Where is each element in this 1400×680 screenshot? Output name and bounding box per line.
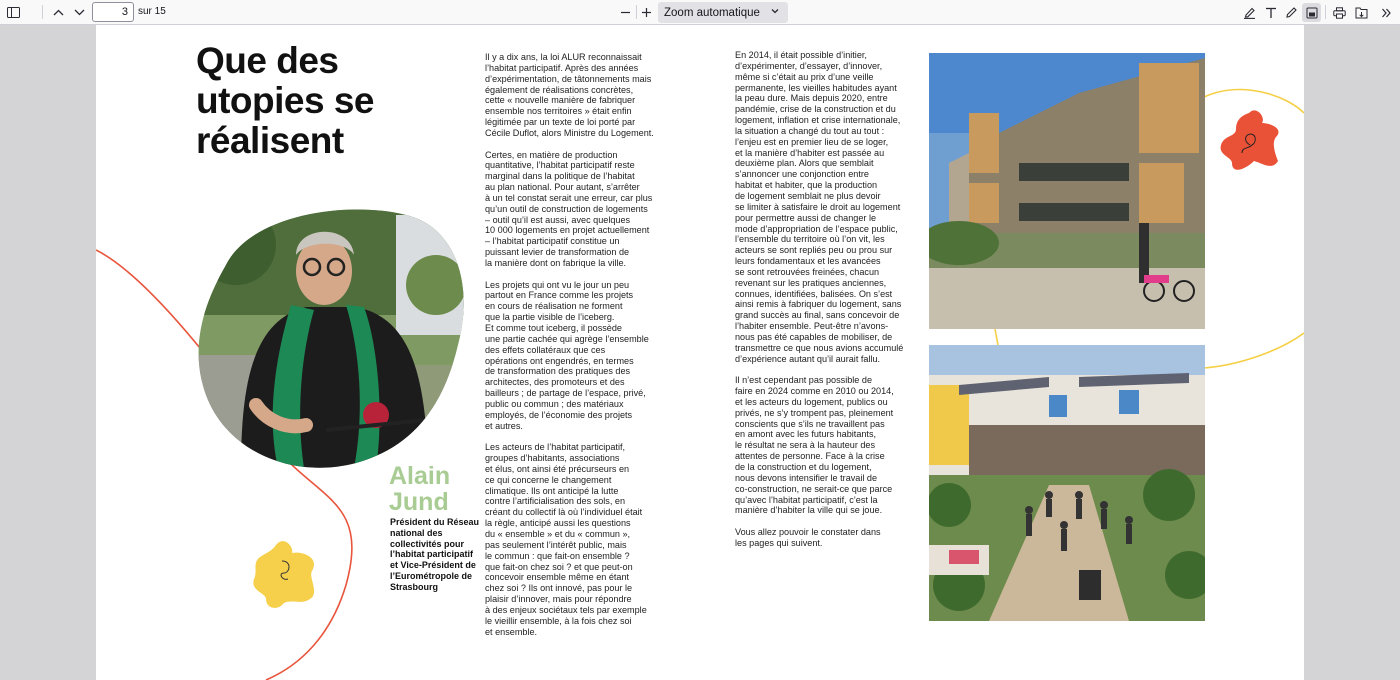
yellow-blob-icon (253, 541, 314, 608)
pdf-page (96, 25, 1304, 680)
chevron-down-icon (770, 6, 780, 19)
page-number-input[interactable] (92, 2, 134, 22)
paragraph: Il y a dix ans, la loi ALUR reconnaissait l’habitat participatif. Après des années d’expérimentation, de tâtonnements mais également de réalisations concrètes, cette « nouvelle manière de fabriquer ensemble nos territoires » était enfin légitimée par un texte de loi porté par Cécile Duflot, alors Ministre du Logement. (485, 52, 654, 138)
author-role: Président du Réseau national des collectivités pour l’habitat participatif et Vice-Président de l’Eurométropole de Strasbourg (390, 517, 480, 592)
more-tools-icon[interactable] (1377, 3, 1395, 22)
article-column-2 (735, 50, 920, 560)
author-name (389, 463, 469, 515)
paragraph: Vous allez pouvoir le constater dans les pages qui suivent. (735, 527, 881, 548)
pdf-toolbar (0, 0, 1400, 25)
paragraph: Il n’est cependant pas possible de faire en 2024 comme en 2010 ou 2014, et les acteurs du logement, publics ou privés, ne s’y trompent pas, pleinement conscients que s’ils ne travaillent pas en amont avec les futurs habitants, le résultat ne sera à la hauteur des attentes de personne. Face à la crise de la construction et du logement, nous devons intensifier le travail de co-construction, ne serait-ce que parce qu’avec l’habitat participatif, c’est la manière d’habiter la ville qui se joue. (735, 375, 894, 516)
toolbar-separator (636, 5, 637, 19)
text-icon[interactable] (1262, 3, 1280, 22)
paragraph: En 2014, il était possible d’initier, d’expérimenter, d’essayer, d’innover, même si c’était au prix d’une veille permanente, les vieilles habitudes ayant la peau dure. Mais depuis 2020, entre pandémie, crise de la construction et du logement, inflation et crise internationale, la situation a changé du tout au tout : l’enjeu est en premier lieu de se loger, et la manière d’habiter est passée au deuxième plan. Alors que semblait s’annoncer une conjonction entre habitat et habiter, que la production de logement semblait ne plus devoir se limiter à satisfaire le droit au logement pour permettre aussi de changer le mode d’appropriation de l’espace public, l’ensemble du territoire où l’on vit, les acteurs se sont repliés peu ou prou sur leurs fondamentaux et les avancées se sont retrouvées freinées, chacun revenant sur les pratiques anciennes, connues, identifiées, balisées. On s’est ainsi remis à fabriquer du logement, sans grand succès au final, sans concevoir de l’habiter ensemble. Peut-être n’avons- nous pas été capables de mobiliser, de transmettre ce que nous avions accumulé d’expérience autant qu’il aurait fallu. (735, 50, 904, 364)
zoom-select-value: Zoom automatique (664, 6, 760, 19)
print-icon[interactable] (1330, 3, 1348, 22)
highlight-icon[interactable] (1240, 3, 1258, 22)
page-up-icon[interactable] (50, 3, 66, 22)
page-total-label: sur 15 (138, 6, 166, 17)
author-name-text: Alain Jund (389, 462, 451, 516)
article-column-1 (485, 52, 675, 648)
draw-icon[interactable] (1282, 3, 1300, 22)
zoom-out-icon[interactable] (617, 3, 633, 22)
toolbar-separator (42, 5, 43, 19)
zoom-select[interactable] (658, 2, 788, 23)
page-down-icon[interactable] (71, 3, 87, 22)
toolbar-separator (1325, 5, 1326, 19)
sidebar-toggle-icon[interactable] (4, 3, 22, 22)
red-blob-icon (1221, 110, 1279, 169)
building-photo (929, 53, 1205, 329)
paragraph: Les acteurs de l’habitat participatif, groupes d’habitants, associations et élus, ont ainsi été précurseurs en ce qui concerne le changement climatique. Ils ont anticipé la lutte contre l’artificialisation des sols, en créant du collectif là où l’individuel était la règle, anticipé aussi les questions du « ensemble » et du « commun », pas seulement l’intérêt public, mais le commun : que fait-on ensemble ? que fait-on chez soi ? et que peut-on concevoir ensemble même en étant chez soi ? Ils ont innové, pas pour le plaisir d’innover, mais pour répondre à des enjeux sociétaux tels par exemple le vieillir ensemble, à la fois chez soi et ensemble. (485, 442, 647, 637)
paragraph: Certes, en matière de production quantitative, l’habitat participatif reste marginal dans la politique de l’habitat au plan national. Pour autant, s’arrêter à un tel constat serait une erreur, car plus qu’un outil de construction de logements – outil qu’il est aussi, avec quelques 10 000 logements en projet actuellement – l’habitat participatif constitue un puissant levier de transformation de la manière dont on fabrique la ville. (485, 149, 653, 268)
save-icon[interactable] (1352, 3, 1370, 22)
author-portrait (196, 205, 466, 468)
zoom-in-icon[interactable] (638, 3, 654, 22)
article-title: Que des utopies se réalisent (196, 40, 374, 161)
paragraph: Les projets qui ont vu le jour un peu partout en France comme les projets en cours de réalisation ne forment que la partie visible de l’iceberg. Et comme tout iceberg, il possède une partie cachée qui agrège l’ensemble des effets collatéraux que ces opérations ont engendrés, en termes de transformation des pratiques des architectes, des promoteurs et des bailleurs ; de partage de l’espace, privé, public ou commun ; des matériaux employés, de l’économie des projets et autres. (485, 279, 649, 431)
garden-photo (929, 345, 1205, 621)
image-icon[interactable] (1302, 3, 1321, 22)
